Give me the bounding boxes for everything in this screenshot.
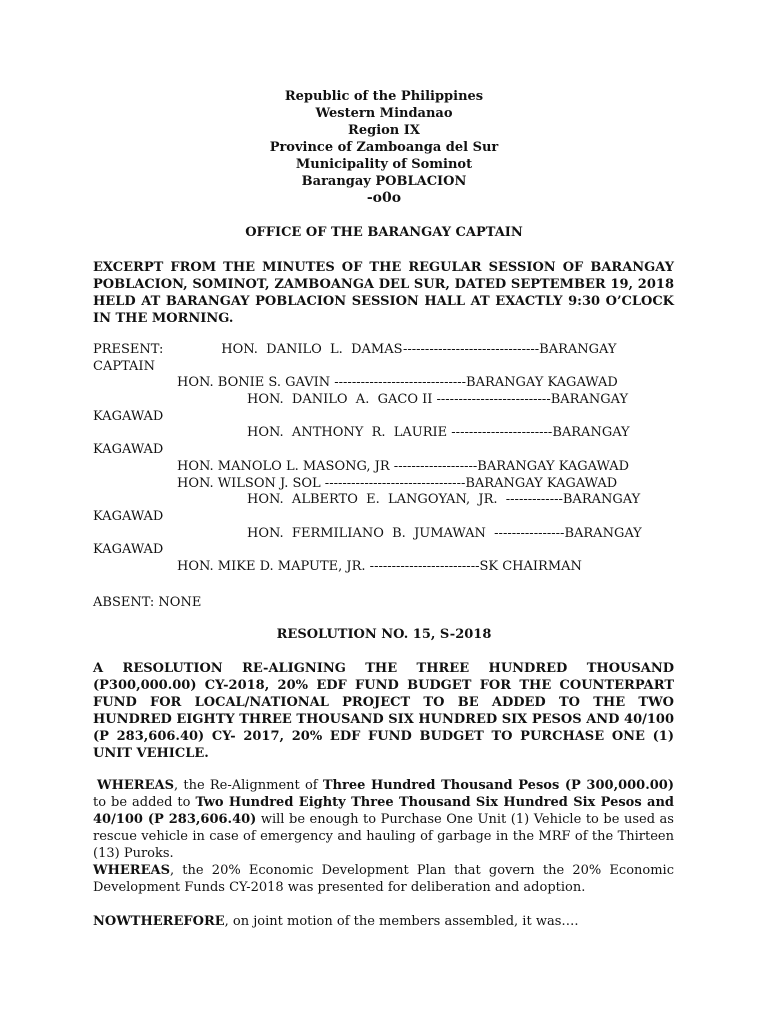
whereas-text: to be added to [93, 795, 196, 810]
present-member-row-cont: KAGAWAD [93, 442, 164, 458]
header-barangay: Barangay POBLACION [301, 174, 467, 189]
present-captain-row-cont: CAPTAIN [93, 358, 155, 374]
whereas-paragraph-1 [93, 777, 674, 862]
present-member-row: HON. MANOLO L. MASONG, JR -------------------BARANGAY KAGAWAD [177, 458, 630, 474]
absent-line: ABSENT: NONE [93, 595, 202, 610]
whereas-text: will be enough to Purchase One Unit (1) Vehicle to be used as rescue vehicle in case of emergency and hauling of garbage in the MRF of the Thirteen (13) Puroks. [93, 812, 674, 861]
amount-bold: Three Hundred Thousand Pesos (P 300,000.00) [322, 778, 674, 793]
whereas-lead: WHEREAS [97, 778, 174, 793]
present-member-row: HON. WILSON J. SOL --------------------------------BARANGAY KAGAWAD [177, 475, 618, 491]
office-title: OFFICE OF THE BARANGAY CAPTAIN [245, 225, 523, 240]
present-captain-row: PRESENT: HON. DANILO L. DAMAS-------------------------------BARANGAY [93, 342, 617, 357]
nowtherefore-lead: NOWTHEREFORE [93, 914, 225, 929]
excerpt-heading: EXCERPT FROM THE MINUTES OF THE REGULAR SESSION OF BARANGAY POBLACION, SOMINOT, ZAMBOANGA DEL SUR, DATED SEPTEMBER 19, 2018 HELD AT BARANGAY POBLACION SESSION HALL AT EXACTLY 9:30 O’CLOCK IN THE MORNING. [93, 260, 674, 326]
whereas-paragraph-2 [93, 862, 674, 896]
present-member-row-cont: KAGAWAD [93, 408, 164, 424]
nowtherefore-text: , on joint motion of the members assembled, it was…. [224, 914, 579, 929]
present-member-row: HON. BONIE S. GAVIN ------------------------------BARANGAY KAGAWAD [177, 375, 618, 391]
amount-bold: Two Hundred Eighty Three Thousand Six Hundred Six Pesos and 40/100 (P 283,606.40) [93, 795, 675, 827]
header-country: Republic of the Philippines [284, 89, 484, 104]
header-separator-mark: -o0o [366, 190, 402, 206]
letterhead [0, 88, 768, 207]
resolution-number: RESOLUTION NO. 15, S-2018 [276, 627, 492, 642]
whereas-lead: WHEREAS [93, 863, 170, 878]
present-member-row: HON. ALBERTO E. LANGOYAN, JR. -------------BARANGAY [247, 492, 641, 508]
present-member-row-cont: KAGAWAD [93, 542, 164, 558]
present-member-row: HON. ANTHONY R. LAURIE -----------------------BARANGAY [247, 425, 630, 441]
header-province: Province of Zamboanga del Sur [269, 140, 499, 155]
present-member-row-cont: KAGAWAD [93, 508, 164, 524]
whereas-text: , the 20% Economic Development Plan that govern the 20% Economic Development Funds CY-2018 was presented for deliberation and adoption. [93, 863, 674, 895]
present-member-row: HON. DANILO A. GACO II --------------------------BARANGAY [247, 392, 629, 408]
present-member-row: HON. FERMILIANO B. JUMAWAN ----------------BARANGAY [247, 525, 642, 541]
header-region: Region IX [348, 123, 420, 138]
whereas-text: , the Re-Alignment of [173, 778, 323, 793]
resolution-title: A RESOLUTION RE-ALIGNING THE THREE HUNDRED THOUSAND (P300,000.00) CY-2018, 20% EDF FUND BUDGET FOR THE COUNTERPART FUND FOR LOCAL/NATIONAL PROJECT TO BE ADDED TO THE TWO HUNDRED EIGHTY THREE THOUSAND SIX HUNDRED SIX PESOS AND 40/100 (P 283,606.40) CY- 2017, 20% EDF FUND BUDGET TO PURCHASE ONE (1) UNIT VEHICLE. [93, 661, 674, 761]
attendance-list [93, 342, 674, 576]
header-municipality: Municipality of Sominot [295, 157, 473, 172]
present-sk-chairman-row: HON. MIKE D. MAPUTE, JR. -------------------------SK CHAIRMAN [177, 558, 582, 574]
header-area: Western Mindanao [315, 106, 453, 121]
nowtherefore-paragraph [93, 913, 674, 930]
